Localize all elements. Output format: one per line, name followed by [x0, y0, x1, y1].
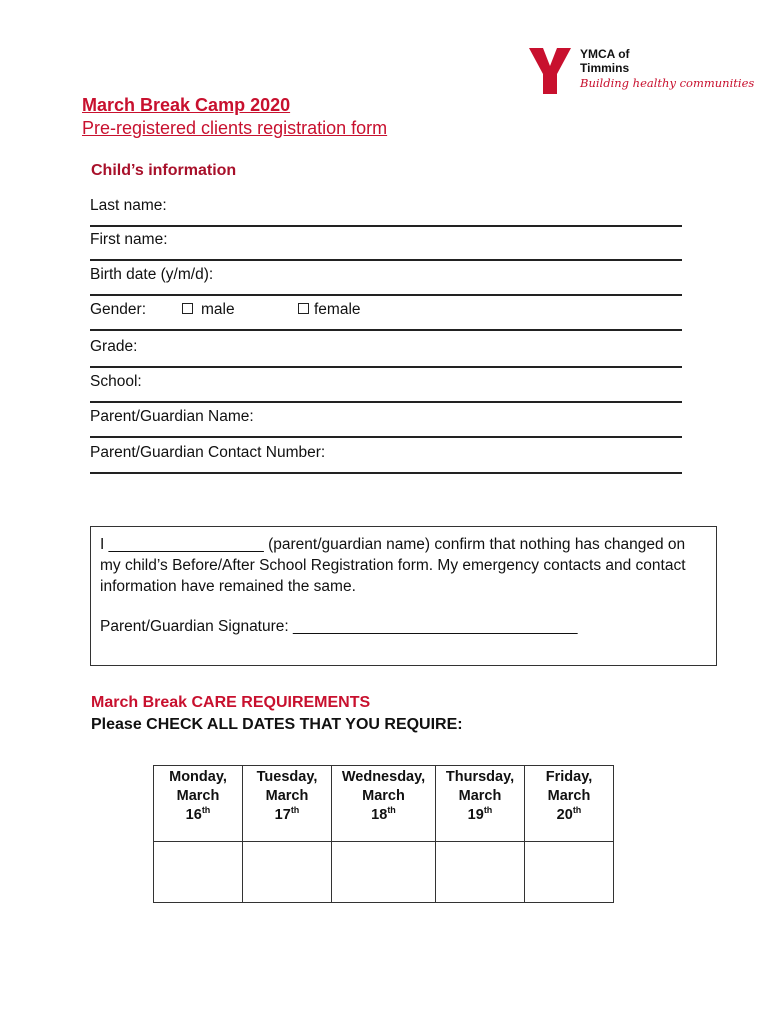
day-name: Friday,: [545, 769, 593, 785]
date-suffix: th: [483, 805, 493, 815]
page-subtitle: Pre-registered clients registration form: [82, 118, 388, 138]
date-header-cell: [436, 766, 525, 842]
month-name: March: [265, 788, 309, 804]
page-title: March Break Camp 2020: [82, 95, 291, 115]
logo-tagline: Building healthy communities: [580, 76, 755, 90]
confirmation-box: [90, 526, 717, 666]
school-label: School:: [90, 373, 142, 390]
date-suffix: th: [201, 805, 211, 815]
month-name: March: [362, 788, 405, 804]
gender-field: [90, 296, 682, 331]
signature-field[interactable]: Parent/Guardian Signature: _________________________________: [100, 618, 578, 635]
gender-male-label: male: [201, 301, 235, 318]
day-name: Thursday,: [445, 769, 515, 785]
month-name: March: [547, 788, 591, 804]
first-name-label: First name:: [90, 231, 168, 248]
care-instruction: Please CHECK ALL DATES THAT YOU REQUIRE:: [91, 716, 463, 733]
date-header-cell: [243, 766, 332, 842]
date-suffix: th: [290, 805, 300, 815]
date-check-cell[interactable]: [332, 842, 436, 903]
month-name: March: [458, 788, 502, 804]
confirmation-text: I __________________ (parent/guardian name) confirm that nothing has changed on my child’s Before/After School Registration form. My emergency contacts and contact information have remained the same.: [100, 536, 686, 595]
parent-contact-label: Parent/Guardian Contact Number:: [90, 444, 326, 461]
gender-female-label: female: [314, 301, 361, 318]
first-name-field[interactable]: [90, 226, 682, 261]
day-name: Wednesday,: [341, 769, 426, 785]
day-number: 16: [185, 807, 202, 823]
ymca-y-icon: [527, 44, 573, 96]
care-heading: March Break CARE REQUIREMENTS: [91, 694, 371, 711]
birth-date-label: Birth date (y/m/d):: [90, 266, 214, 283]
logo-org-name: YMCA of Timmins: [580, 47, 630, 75]
checkbox-icon[interactable]: [182, 303, 193, 314]
day-number: 19: [467, 807, 484, 823]
month-name: March: [176, 788, 220, 804]
date-header-cell: [332, 766, 436, 842]
parent-name-label: Parent/Guardian Name:: [90, 408, 254, 425]
gender-female-option[interactable]: [298, 301, 361, 319]
date-suffix: th: [387, 805, 396, 815]
day-number: 20: [556, 807, 573, 823]
day-name: Monday,: [169, 769, 227, 785]
grade-field[interactable]: [90, 333, 682, 368]
date-header-cell: [154, 766, 243, 842]
gender-male-option[interactable]: [182, 301, 235, 319]
ymca-logo: [527, 44, 755, 100]
date-suffix: th: [572, 805, 582, 815]
last-name-field[interactable]: [90, 192, 682, 227]
last-name-label: Last name:: [90, 197, 167, 214]
dates-table: [153, 765, 614, 903]
date-check-cell[interactable]: [525, 842, 614, 903]
day-name: Tuesday,: [256, 769, 318, 785]
date-header-cell: [525, 766, 614, 842]
child-info-heading: Child’s information: [91, 162, 237, 179]
day-number: 18: [371, 807, 388, 823]
date-check-cell[interactable]: [436, 842, 525, 903]
checkbox-icon[interactable]: [298, 303, 309, 314]
birth-date-field[interactable]: [90, 261, 682, 296]
parent-contact-field[interactable]: [90, 439, 682, 474]
gender-label: Gender:: [90, 301, 147, 318]
date-check-cell[interactable]: [154, 842, 243, 903]
date-check-cell[interactable]: [243, 842, 332, 903]
parent-name-field[interactable]: [90, 403, 682, 438]
school-field[interactable]: [90, 368, 682, 403]
day-number: 17: [274, 807, 291, 823]
grade-label: Grade:: [90, 338, 138, 355]
